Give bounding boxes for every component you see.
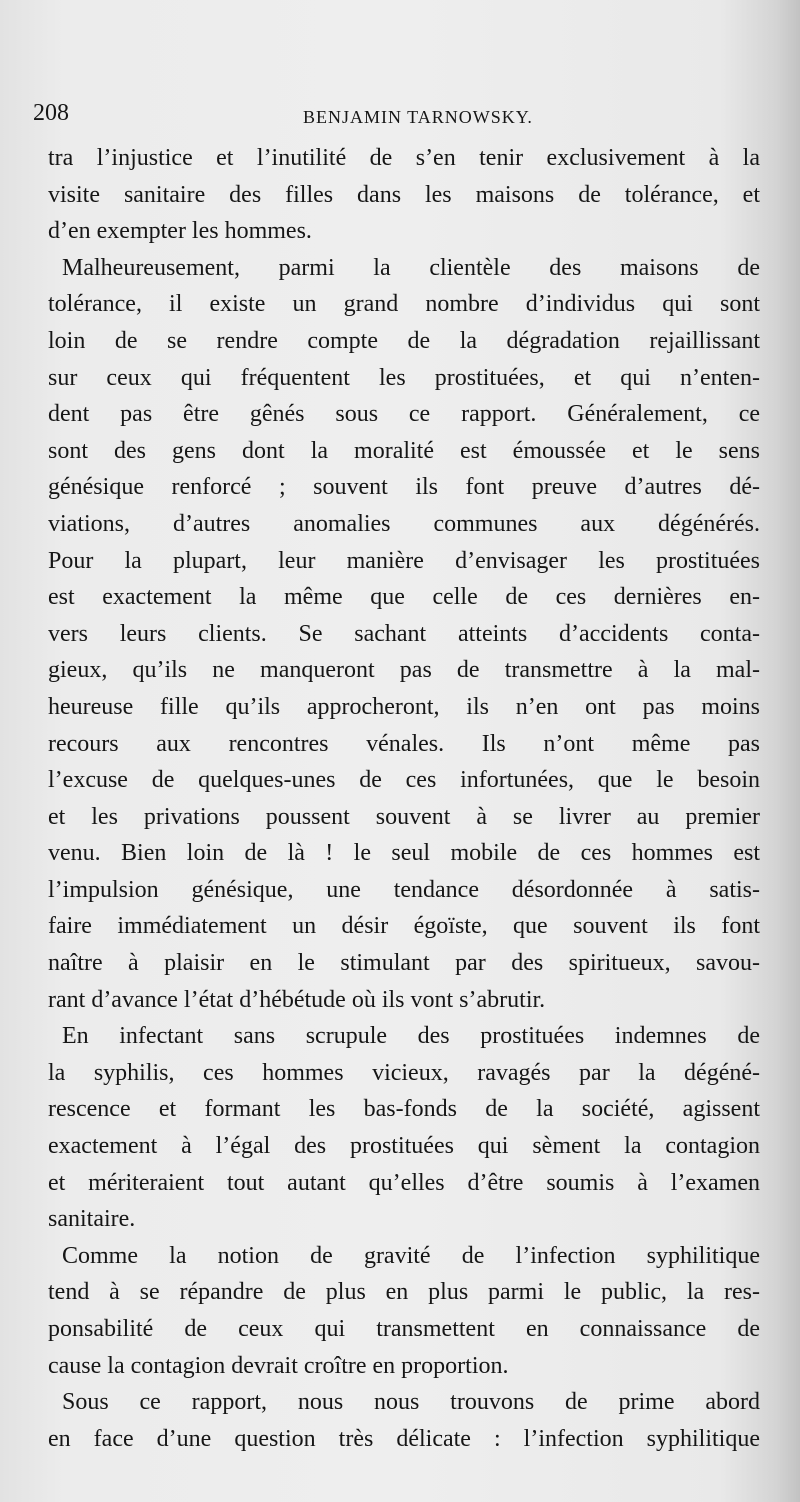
text-line: et les privations poussent souvent à se livrer au premier [48, 803, 760, 830]
text-line: loin de se rendre compte de la dégradation rejaillissant [48, 327, 760, 354]
text-line: l’excuse de quelques-unes de ces infortunées, que le besoin [48, 767, 760, 794]
body-text [48, 140, 760, 1457]
text-line: rescence et formant les bas-fonds de la société, agissent [48, 1096, 760, 1123]
text-line: et mériteraient tout autant qu’elles d’être soumis à l’examen [48, 1169, 760, 1196]
text-line: la syphilis, ces hommes vicieux, ravagés par la dégéné- [48, 1059, 760, 1086]
text-line: gieux, qu’ils ne manqueront pas de transmettre à la mal- [48, 657, 760, 684]
page-header [33, 100, 748, 134]
text-line: heureuse fille qu’ils approcheront, ils n’en ont pas moins [48, 693, 760, 720]
text-line: venu. Bien loin de là ! le seul mobile de ces hommes est [48, 840, 760, 867]
text-line: est exactement la même que celle de ces dernières en- [48, 584, 760, 611]
text-line: En infectant sans scrupule des prostituées indemnes de [62, 1023, 760, 1050]
text-line: exactement à l’égal des prostituées qui sèment la contagion [48, 1133, 760, 1160]
text-line: faire immédiatement un désir égoïste, que souvent ils font [48, 913, 760, 940]
text-line: d’en exempter les hommes. [48, 218, 312, 245]
text-line: ponsabilité de ceux qui transmettent en connaissance de [48, 1316, 760, 1342]
text-line: sanitaire. [48, 1206, 136, 1233]
text-line: Comme la notion de gravité de l’infection syphilitique [62, 1242, 760, 1269]
page-number: 208 [33, 100, 69, 126]
text-line: naître à plaisir en le stimulant par des spiritueux, savou- [48, 950, 760, 977]
text-line: l’impulsion génésique, une tendance désordonnée à satis- [48, 876, 760, 903]
running-head: BENJAMIN TARNOWSKY. [303, 107, 533, 127]
text-line: rant d’avance l’état d’hébétude où ils vont s’abrutir. [48, 986, 546, 1013]
text-line: sur ceux qui fréquentent les prostituées, et qui n’enten- [48, 364, 760, 391]
text-line: viations, d’autres anomalies communes aux dégénérés. [48, 510, 760, 537]
text-line: visite sanitaire des filles dans les maisons de tolérance, et [48, 181, 760, 208]
text-line: cause la contagion devrait croître en proportion. [48, 1352, 509, 1379]
text-line: tolérance, il existe un grand nombre d’individus qui sont [48, 291, 760, 318]
text-line: recours aux rencontres vénales. Ils n’ont même pas [48, 730, 760, 757]
text-line: en face d’une question très délicate : l’infection syphilitique [48, 1425, 760, 1452]
text-line: tra l’injustice et l’inutilité de s’en tenir exclusivement à la [48, 145, 760, 171]
text-line: Sous ce rapport, nous nous trouvons de prime abord [62, 1389, 760, 1416]
text-line: sont des gens dont la moralité est émoussée et le sens [48, 437, 760, 464]
text-line: Pour la plupart, leur manière d’envisager les prostituées [48, 547, 760, 574]
text-line: dent pas être gênés sous ce rapport. Généralement, ce [48, 401, 760, 428]
text-line: vers leurs clients. Se sachant atteints d’accidents conta- [48, 620, 760, 647]
text-line: tend à se répandre de plus en plus parmi le public, la res- [48, 1279, 760, 1306]
text-line: génésique renforcé ; souvent ils font preuve d’autres dé- [48, 474, 760, 501]
text-line: Malheureusement, parmi la clientèle des maisons de [62, 254, 760, 281]
